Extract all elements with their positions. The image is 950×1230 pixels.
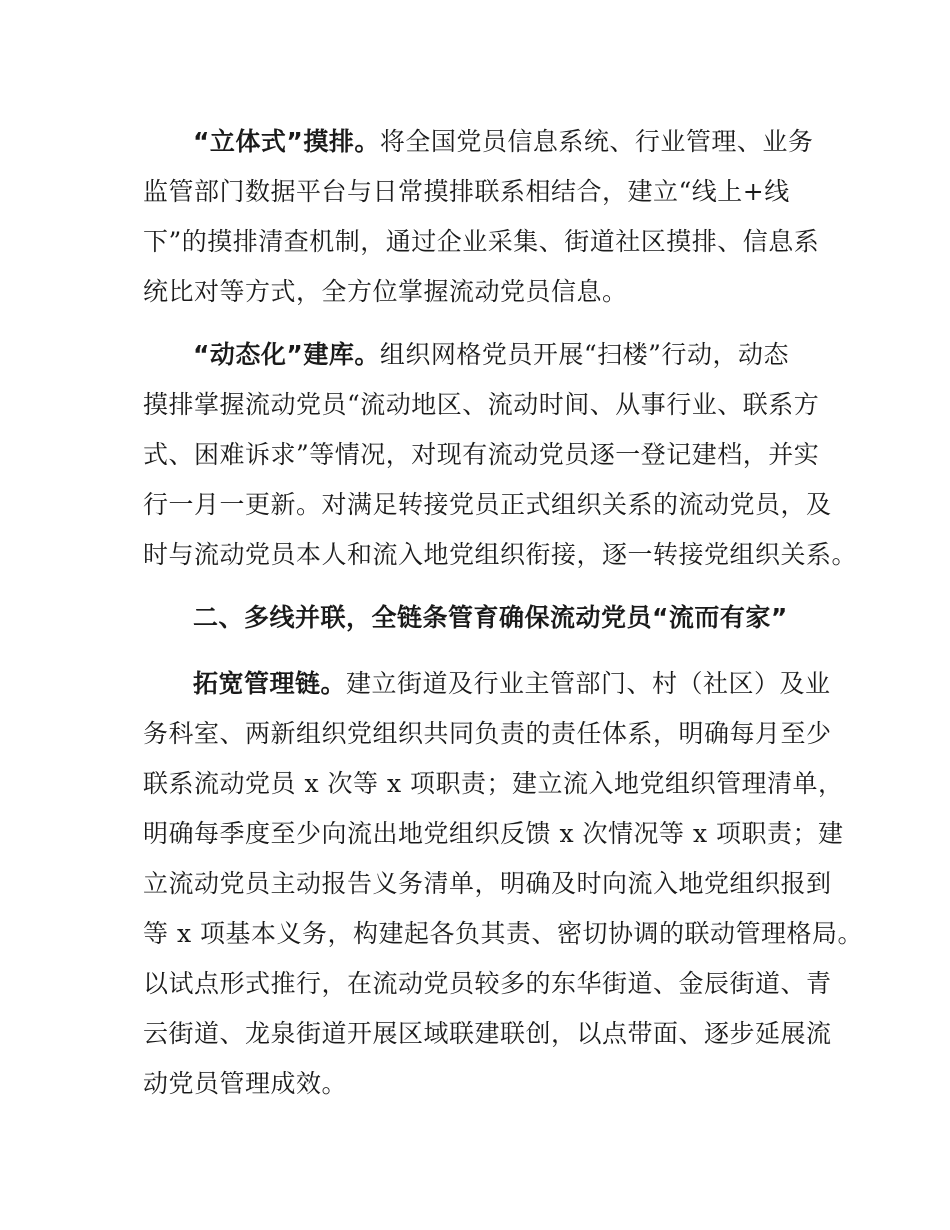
paragraph-3-line-5: 立流动党员主动报告义务清单，明确及时向流入地党组织报到	[143, 869, 832, 898]
paragraph-1-line-1-text: 将全国党员信息系统、行业管理、业务	[379, 127, 814, 156]
paragraph-1-lead: “立体式”摸排。	[193, 127, 380, 156]
paragraph-3-line-3: 联系流动党员 x 次等 x 项职责；建立流入地党组织管理清单，	[143, 769, 844, 798]
section-heading: 二、多线并联，全链条管育确保流动党员“流而有家”	[193, 603, 788, 632]
paragraph-1-line-4: 统比对等方式，全方位掌握流动党员信息。	[143, 277, 628, 306]
paragraph-2-line-1-text: 组织网格党员开展“扫楼”行动，动态	[379, 340, 789, 369]
paragraph-2-line-4: 行一月一更新。对满足转接党员正式组织关系的流动党员，及	[143, 490, 832, 519]
paragraph-3-line-1	[193, 668, 831, 700]
paragraph-3-line-9: 动党员管理成效。	[143, 1069, 348, 1098]
paragraph-2-line-3: 式、困难诉求”等情况，对现有流动党员逐一登记建档，并实	[143, 440, 820, 469]
paragraph-3-line-4: 明确每季度至少向流出地党组织反馈 x 次情况等 x 项职责；建	[143, 819, 844, 848]
paragraph-3-line-8: 云街道、龙泉街道开展区域联建联创，以点带面、逐步延展流	[143, 1019, 832, 1048]
paragraph-1-line-2: 监管部门数据平台与日常摸排联系相结合，建立“线上+线	[143, 177, 790, 206]
paragraph-3-lead: 拓宽管理链。	[193, 669, 347, 698]
paragraph-2-line-2: 摸排掌握流动党员“流动地区、流动时间、从事行业、联系方	[143, 390, 820, 419]
paragraph-1-line-1	[193, 126, 813, 158]
paragraph-3-line-2: 务科室、两新组织党组织共同负责的责任体系，明确每月至少	[143, 719, 832, 748]
paragraph-3-line-6: 等 x 项基本义务，构建起各负其责、密切协调的联动管理格局。	[143, 919, 863, 948]
paragraph-2-lead: “动态化”建库。	[193, 340, 380, 369]
paragraph-2-line-1	[193, 339, 789, 371]
paragraph-3-line-7: 以试点形式推行，在流动党员较多的东华街道、金辰街道、青	[143, 969, 832, 998]
paragraph-2-line-5: 时与流动党员本人和流入地党组织衔接，逐一转接党组织关系。	[143, 540, 858, 569]
paragraph-1-line-3: 下”的摸排清查机制，通过企业采集、街道社区摸排、信息系	[143, 227, 820, 256]
paragraph-3-line-1-text: 建立街道及行业主管部门、村（社区）及业	[346, 669, 831, 698]
